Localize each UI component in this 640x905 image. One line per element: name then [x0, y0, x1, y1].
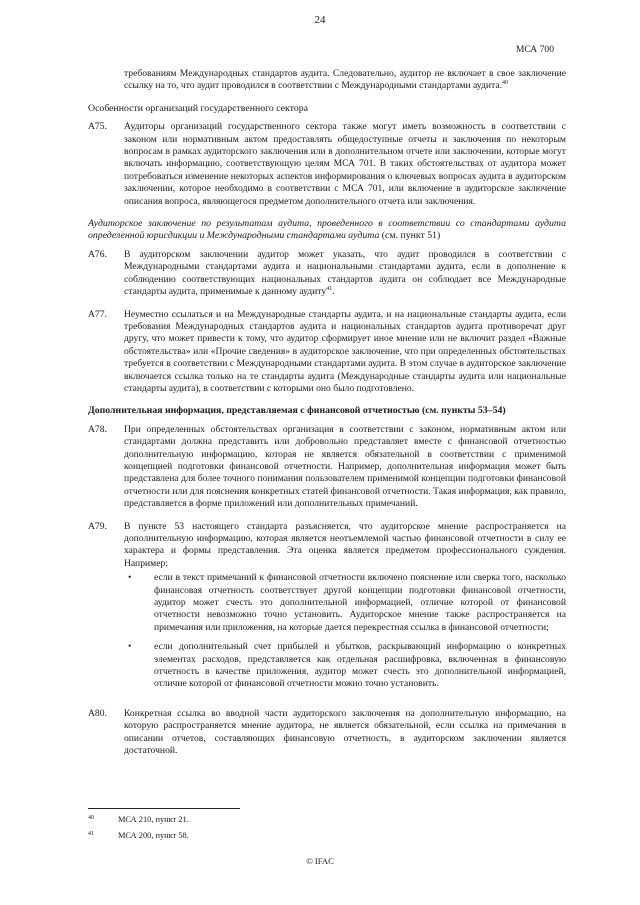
paragraph-number: A78. — [88, 423, 107, 435]
paragraph-a80 — [88, 708, 566, 758]
paragraph-number: A80. — [88, 707, 107, 719]
footnotes — [88, 814, 566, 846]
footnote-ref-41[interactable]: 41 — [326, 286, 333, 293]
paragraph-text: При определенных обстоятельствах организация в соответствии с законом, нормативным актом или стандартами должна представить или добровольно представляет вместе с финансовой отчетностью дополнительную информацию, которая не является обязательной в соответствии с применимой концепцией подготовки финансовой отчетности. Например, дополнительная информация может быть представлена для более точного понимания пользователем применимой концепции подготовки финансовой отчетности или для пояснения конкретных статей финансовой отчетности. Такая информация, как правило, представляется в форме приложений или дополнительных примечаний. — [124, 423, 566, 510]
footnote-ref-40[interactable]: 40 — [501, 80, 508, 87]
running-head: МСА 700 — [515, 44, 554, 55]
paragraph-a78 — [88, 424, 566, 511]
footnote-41 — [88, 830, 566, 841]
paragraph-text: В аудиторском заключении аудитор может указать, что аудит проводился в соответствии с Международными стандартами аудита и национальными стандартами аудита, если в дополнение к соблюдению соответствующих национальных стандартов аудита он соблюдает все Международные стандарты аудита, применимые к данному аудиту$^{41}$. — [124, 248, 566, 298]
continuation-paragraph: требованиям Международных стандартов аудита. Следовательно, аудитор не включает в свое заключение ссылку на то, что аудит проводился в соответствии с Международными стандартами аудита.$^{40}$ — [124, 68, 566, 92]
paragraph-number: A76. — [88, 248, 107, 260]
bullet-icon: • — [128, 572, 132, 584]
list-item-text: если в текст примечаний к финансовой отчетности включено пояснение или сверка того, насколько финансовая отчетность соответствует другой концепции подготовки финансовой отчетности, аудитор может счесть это дополнительной информацией, отличие которой от финансовой отчетности невозможно точно установить. Аудиторское мнение также распространяется на примечания или приложения, на которые дается перекрестная ссылка в финансовой отчетности; — [154, 572, 566, 633]
paragraph-number: A79. — [88, 520, 107, 532]
paragraph-number: A75. — [88, 121, 107, 133]
list-item — [124, 572, 566, 634]
page-number: 24 — [314, 14, 326, 26]
list-item-text: если дополнительный счет прибылей и убытков, раскрывающий информацию о конкретных элементах расходов, представляется как отдельная расшифровка, включенная в финансовую отчетность в качестве приложения, аудитор может счесть это дополнительной информацией, отличие которой от финансовой отчетности можно точно установить. — [154, 641, 566, 690]
paragraph-text: Аудиторы организаций государственного сектора также могут иметь возможность в соответствии с законом или нормативным актом предоставлять общедоступные отчеты и заключения по некоторым вопросам в рамках аудиторского заключения или в дополнительном отчете или заключении, которые могут включать информацию, соответствующую целям МСА 701. В таких обстоятельствах от аудитора может потребоваться изменение некоторых аспектов информирования о ключевых вопросах аудита в аудиторском заключении, которое необходимо в соответствии с МСА 701, или включение в аудиторское заключение описания вопроса, являющегося предметом дополнительного отчета или заключения. — [124, 121, 566, 207]
copyright-footer: © IFAC — [306, 856, 334, 866]
footnote-number: 41 — [88, 831, 94, 837]
footnote-number: 40 — [88, 815, 94, 821]
section-ref: (см. пункт 51) — [379, 230, 441, 242]
paragraph-a79 — [88, 521, 566, 698]
paragraph-a76 — [88, 249, 566, 299]
section-heading-supplementary-info: Дополнительная информация, представляемая с финансовой отчетностью (см. пункты 53–54) — [88, 405, 506, 417]
paragraph-a77 — [88, 309, 566, 396]
paragraph-number: A77. — [88, 308, 107, 320]
footnote-40 — [88, 814, 566, 825]
section-heading-public-sector: Особенности организаций государственного сектора — [88, 102, 308, 114]
list-item — [124, 641, 566, 691]
paragraph-a75 — [88, 121, 566, 208]
paragraph-text: В пункте 53 настоящего стандарта разъясняется, что аудиторское мнение распространяется на дополнительную информацию, которая является неотъемлемой частью финансовой отчетности в силу ее характера и формы представления. Эта оценка является предметом профессионального суждения. Например: — [124, 520, 566, 569]
paragraph-text: Неуместно ссылаться и на Международные стандарты аудита, и на национальные стандарты аудита, если требования Международных стандартов аудита и национальных стандартов аудита противоречат друг другу, что может привести к тому, что аудитор сформирует иное мнение или не включит раздел «Важные обстоятельства» или «Прочие сведения» в аудиторское заключение, что при определенных обстоятельствах требуется в соответствии с Международными стандартами аудита. В этом случае в аудиторское заключение включается ссылка только на те стандарты аудита (Международные стандарты аудита или национальные стандарты аудита), в соответствии с которыми оно было подготовлено. — [124, 308, 566, 394]
section-ref: (см. пункты 53–54) — [419, 405, 506, 417]
bullet-list — [124, 572, 566, 691]
bullet-icon: • — [128, 641, 132, 653]
footnote-text: МСА 200, пункт 58. — [118, 831, 189, 840]
paragraph-text: Конкретная ссылка во вводной части аудиторского заключения на дополнительную информацию, на которую распространяется мнение аудитора, не является обязательной, если ссылка на примечания в описании отчетов, составляющих финансовую отчетность, в аудиторском заключении является достаточной. — [124, 707, 566, 757]
footnote-text: МСА 210, пункт 21. — [118, 815, 189, 824]
footnote-divider — [88, 808, 240, 809]
main-content — [88, 68, 566, 768]
section-heading-dual-standards: Аудиторское заключение по результатам аудита, проведенного в соответствии со стандартами аудита определенной юрисдикции и Международными стандартами аудита (см. пункт 51) — [88, 218, 566, 242]
